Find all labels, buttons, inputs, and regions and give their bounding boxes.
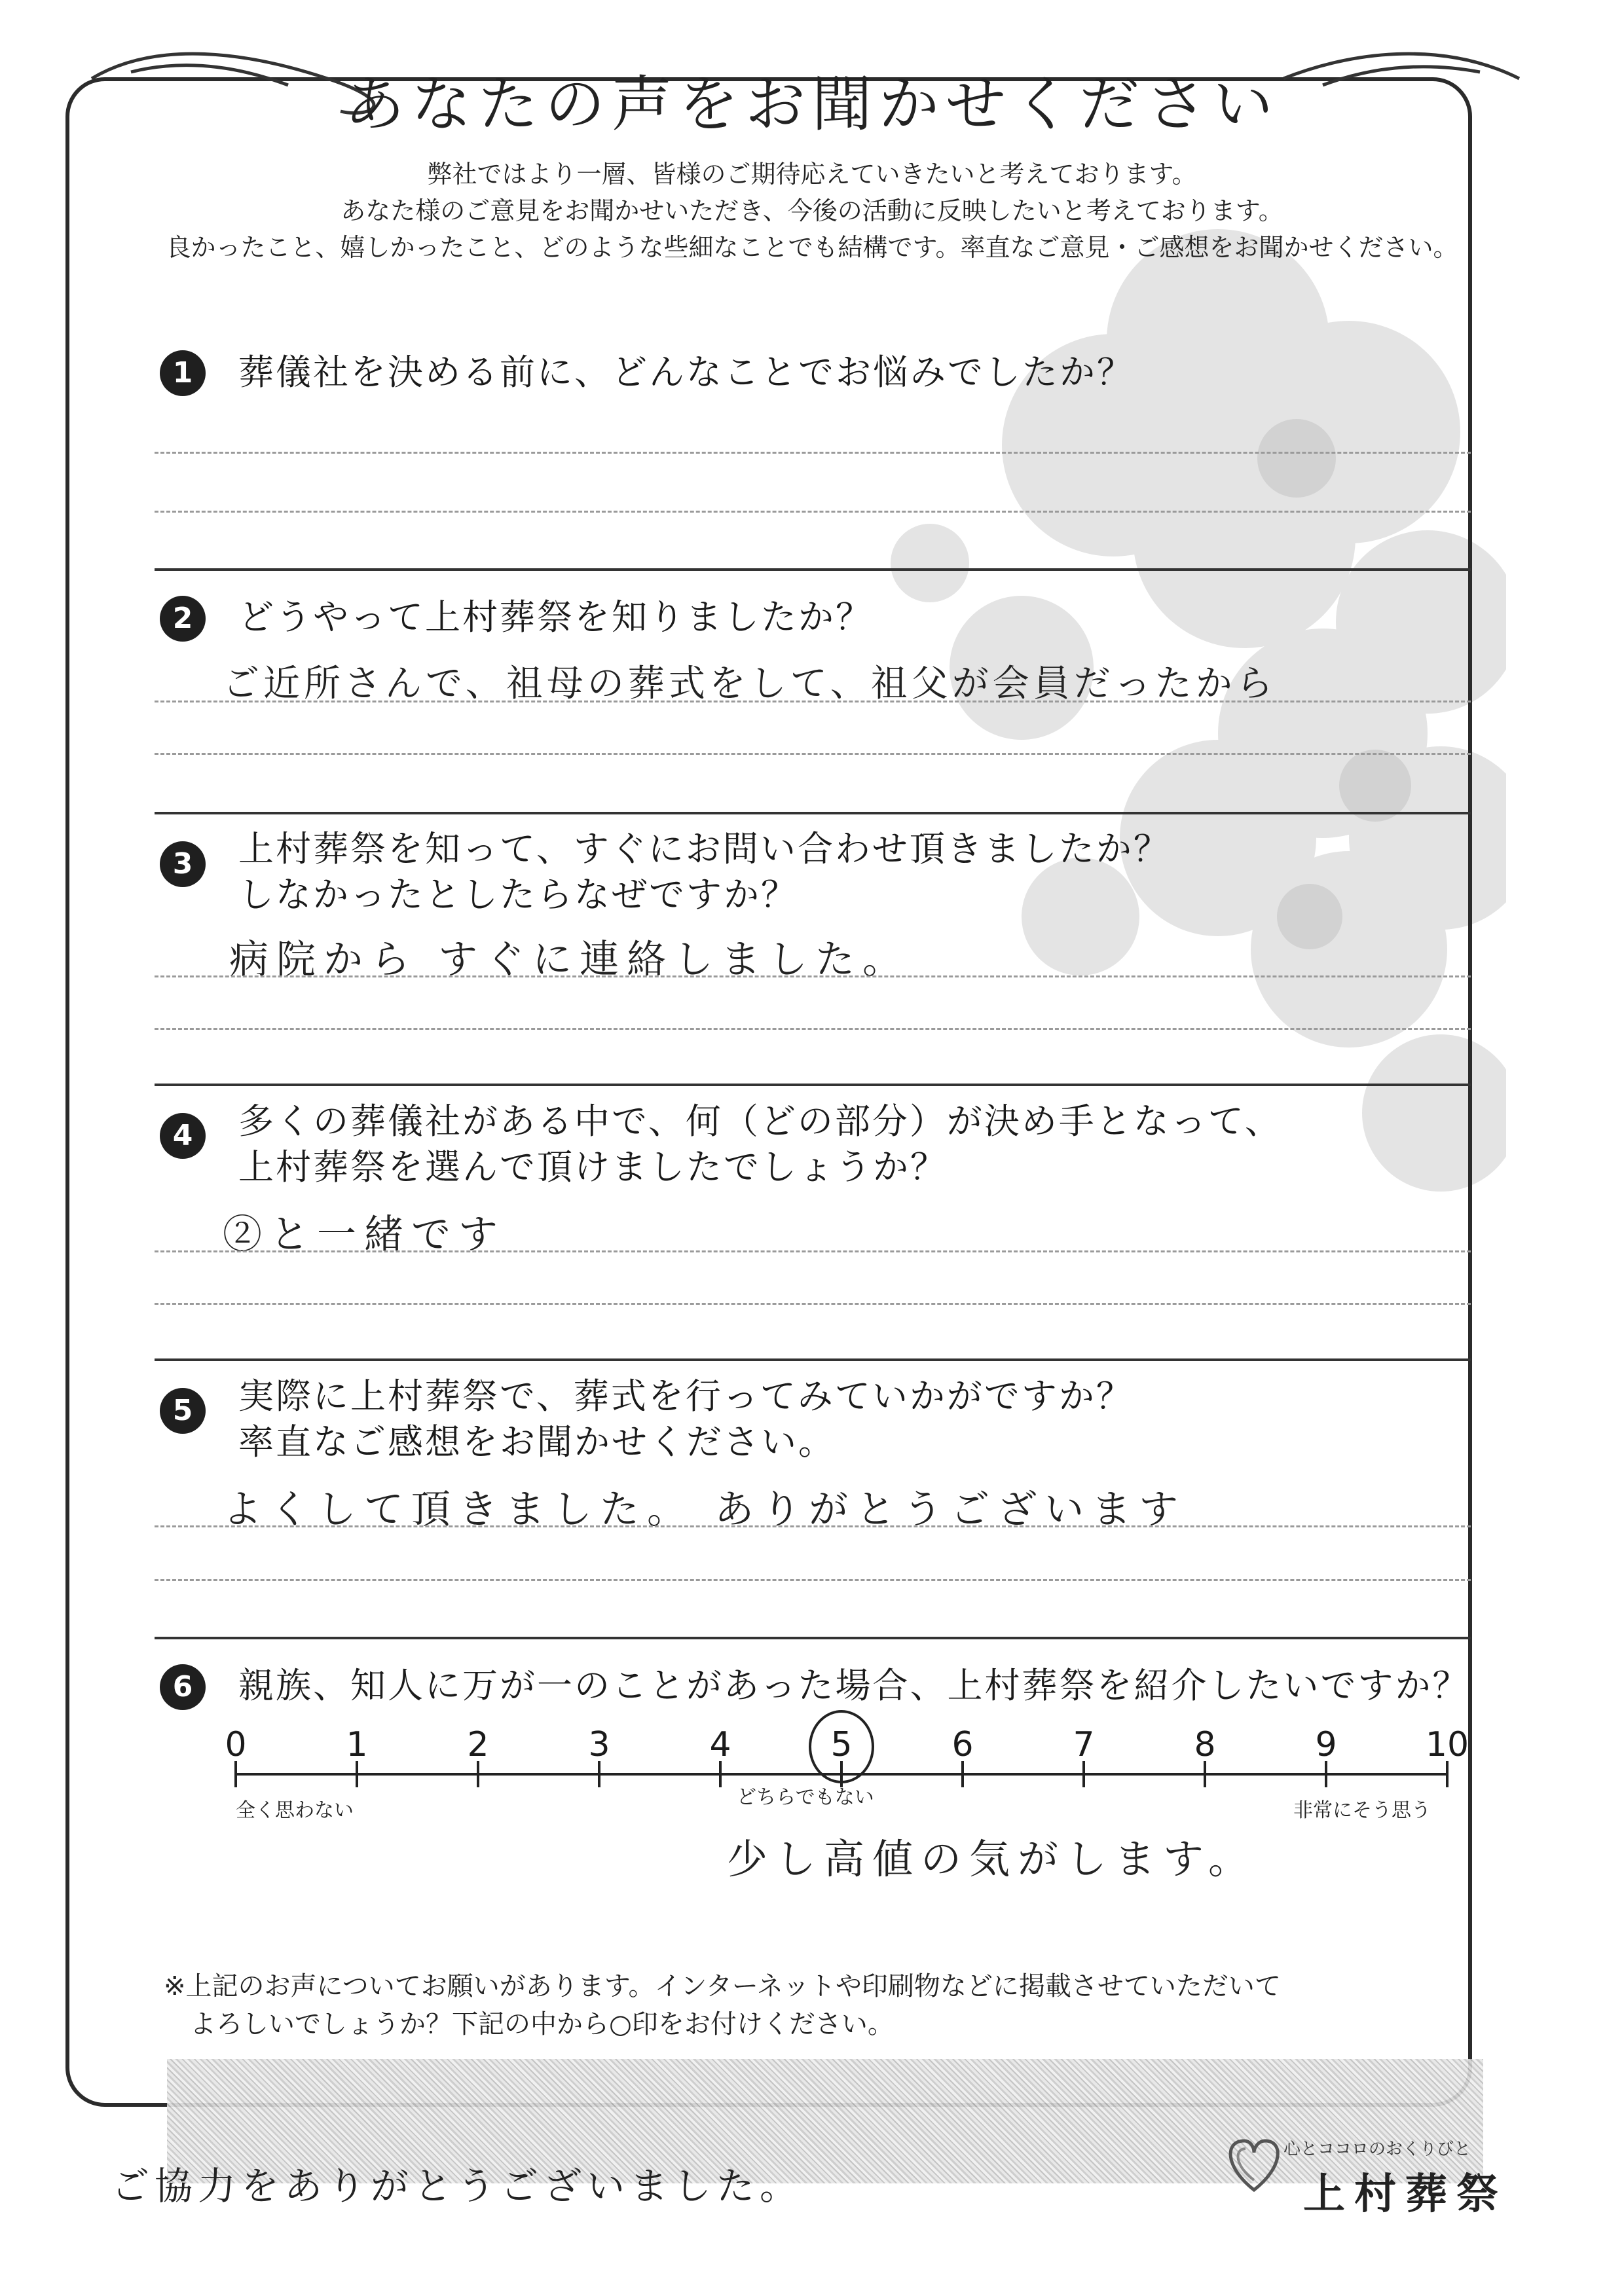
question-3-number-badge: 3: [160, 841, 206, 887]
scale-number-7: 7: [1073, 1725, 1095, 1764]
intro-line-3: 良かったこと、嬉しかったこと、どのような些細なことでも結構です。率直なご意見・ご感想をお聞かせください。: [166, 233, 1458, 262]
question-5-text-line-1: 実際に上村葬祭で、葬式を行ってみていかがですか？: [238, 1376, 1134, 1417]
question-2-text: どうやって上村葬祭を知りましたか？: [238, 596, 873, 638]
brand-name: 上村葬祭: [1303, 2170, 1507, 2219]
scale-number-3: 3: [588, 1725, 610, 1764]
question-6-number-badge: 6: [160, 1664, 206, 1710]
question-4-text-line-1: 多くの葬儀社がある中で、何（どの部分）が決め手となって、: [238, 1101, 1282, 1142]
heart-logo-icon: [1218, 2128, 1290, 2200]
question-4-text-line-2: 上村葬祭を選んで頂けましたでしょうか？: [238, 1146, 948, 1188]
note-line-1: ※上記のお声についてお願いがあります。インターネットや印刷物などに掲載させていただいて: [164, 1971, 1281, 2001]
intro-line-2: あなた様のご意見をお聞かせいただき、今後の活動に反映したいと考えております。: [341, 196, 1283, 225]
question-5-answer-handwritten: よくして頂きました。 ありがとうございます: [223, 1487, 1187, 1533]
question-5-number-badge: 5: [160, 1388, 206, 1434]
scale-number-5: 5: [830, 1725, 853, 1764]
scale-number-4: 4: [709, 1725, 731, 1764]
scale-number-9: 9: [1315, 1725, 1337, 1764]
question-2-answer-handwritten: ご近所さんで、祖母の葬式をして、祖父が会員だったから: [223, 663, 1277, 705]
note-line-2: よろしいでしょうか？下記の中から○印をお付けください。: [190, 2009, 894, 2039]
question-2-number-badge: 2: [160, 596, 206, 642]
scale-number-0: 0: [225, 1725, 247, 1764]
scale-label-right: 非常にそう思う: [1293, 1799, 1431, 1822]
question-1-number-badge: 1: [160, 350, 206, 396]
scale-number-6: 6: [951, 1725, 974, 1764]
scale-number-8: 8: [1194, 1725, 1216, 1764]
question-6-answer-handwritten: 少し高値の気がします。: [727, 1835, 1257, 1883]
scale-label-left: 全く思わない: [236, 1799, 354, 1822]
scale-label-middle: どちらでもない: [737, 1786, 874, 1809]
question-4-number-badge: 4: [160, 1113, 206, 1159]
question-5-text-line-2: 率直なご感想をお聞かせください。: [238, 1421, 836, 1463]
question-1-text: 葬儀社を決める前に、どんなことでお悩みでしたか？: [238, 352, 1134, 393]
question-3-text-line-2: しなかったとしたらなぜですか？: [238, 874, 798, 915]
footer-thanks: ご協力をありがとうございました。: [111, 2164, 803, 2208]
brand-tagline: 心とココロのおくりびと: [1283, 2140, 1471, 2159]
page-title: あなたの声をお聞かせください: [344, 69, 1280, 139]
intro-line-1: 弊社ではより一層、皆様のご期待応えていきたいと考えております。: [427, 160, 1197, 189]
question-6-text: 親族、知人に万が一のことがあった場合、上村葬祭を紹介したいですか？: [238, 1665, 1470, 1706]
question-3-text-line-1: 上村葬祭を知って、すぐにお問い合わせ頂きましたか？: [238, 828, 1171, 869]
publication-consent-note: [164, 1967, 1281, 2043]
question-3-answer-handwritten: 病院から すぐに連絡しました。: [229, 937, 910, 983]
question-4-answer-handwritten: ②と一緒です: [223, 1212, 506, 1258]
scale-number-2: 2: [467, 1725, 489, 1764]
scale-number-1: 1: [346, 1725, 368, 1764]
scale-number-10: 10: [1425, 1725, 1469, 1764]
